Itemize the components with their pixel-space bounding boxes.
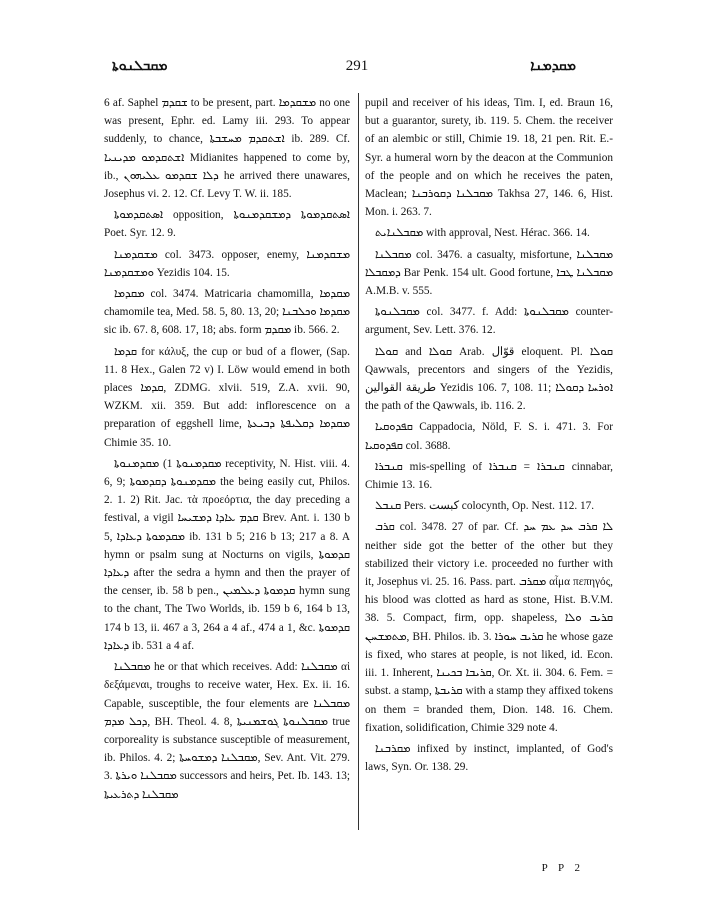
entry-paragraph: ܡܩܒܠܢܐܝܬ with approval, Nest. Hérac. 366. 14. [375,227,590,240]
entry-paragraph: ܐܣܬܩܕܡܘܬܐ opposition, ܐܣܬܩܕܡܘܬܐ ܕܡܫܩܕܡܢܘܬܐ Poet. Syr. 12. 9. [104,209,350,240]
left-column [104,94,350,807]
entry-paragraph: ܩܕܡܐ for κάλυξ, the cup or bud of a flower, (Sap. 11. 8 Hex., Galen 72 v) I. Löw would emend in both places ܩܕܡܐ, ZDMG. xlvii. 519, Z.A. xvii. 90, WZKM. xii. 359. But add: inflorescence on a preparation of eggshell lime, ܡܩܕܡܐ ܕܩܠܝܦܬܐ ܕܒܝܥܬܐ Chimie 35. 10. [104,345,350,449]
entry-paragraph: ܡܩܒܠܢܐ he or that which receives. Add: ܡܩܒܠܢܐ αἱ δεξάμεναι, troughs to receive water, Hex. Ex. ii. 16. Capable, susceptible, the four elements are ܡܩܒܠܢܐ ܕܟܠ ܡܕܡ, BH. Theol. 4. 8, ܡܩܒܠܢܘܬܐ ܓܘܫܡܢܝܬܐ true corporeality is substance susceptible of measurement, ib. Philos. 4. 2; ܡܩܒܠܢܐ ܕܡܫܘܚܬܐ, Sev. Ant. Vit. 279. 3. ܡܩܒܠܢܐ ܘܝܪܬܐ successors and heirs, Pet. Ib. 143. 13; ܡܩܒܠܢܐ ܕܬܪܥܝܬܐ [104,661,351,801]
entry-paragraph: ܡܫܩܕܡܢܐ col. 3473. opposer, enemy, ܡܫܩܕܡܢܐ ܘܡܫܩܕܡܢܐ Yezidis 104. 15. [104,248,350,279]
entry-paragraph: ܡܩܪܒܢܐ infixed by instinct, implanted, of God's laws, Syn. Or. 138. 29. [365,742,613,774]
entry-paragraph: ܡܩܕܡܢܘܬܐ 1) ܡܩܕܡܢܘܬܐ receptivity, N. Hist. viii. 4. 6, 9; ܡܩܕܡܢܘܬܐ ܕܩܕܡܘܬܐ the being easily cut, Philos. 2. 1. 2) Rit. Jac. τὰ προεόρτια, the day preceding a festival, a vigil ܩܕܡ ܥܐܕܐ ܕܡܫܝܚܐ Brev. Ant. i. 130 b 5, ܡܩܕܡܘܬܐ ܕܥܐܕܐ ib. 131 b 5; 216 b 13; 217 a 8. A hymn or psalm sung at Nocturns on vigils, ܩܕܡܘܬܐ ܕܥܐܕܐ after the sedra a hymn and then the prayer of the censer, ib. 58 b pen., ܩܕܡܘܬܐ ܕܥܠܡܝܢ hymn sung to the chant, The Two Worlds, ib. 159 b 6, 164 b 13, 174 b 13, ii. 467 a 3, 264 a 4 af., 474 a 1, &c. ܩܕܡܘܬܐ ܕܥܐܕܐ ib. 531 a 4 af. [104,457,351,652]
signature-mark: P P 2 [541,862,584,874]
entry-paragraph: ܡܩܒܠܢܘܬܐ col. 3477. f. Add: ܡܩܒܠܢܘܬܐ counter-argument, Sev. Lett. 376. 12. [365,306,613,337]
entry-paragraph: pupil and receiver of his ideas, Tim. I, ed. Braun 16, but a guarantor, surety, ib. 119. 5. Chem. the receiver of an alembic or still, Chimie 19. 18, 21 pen. Rit. E.-Syr. a humeral worn by the deacon at the Communion of the people and on which he receives the paten, Maclean; ܡܩܒܠܢܐ ܕܩܘܪܒܢܐ Takhsa 27, 146. 6, Hist. Mon. i. 263. 7. [365,97,613,219]
column-divider [358,93,359,830]
running-head-right: ܡܩܕܡܢܐ [530,58,576,74]
entry-paragraph: ܩܢܒܠ Pers. كبست colocynth, Op. Nest. 112. 17. [375,500,595,513]
entry-paragraph: ܩܘܠܐ and ܩܘܠܐ Arab. قوّال eloquent. Pl. ܩܘܠܐ Qawwals, precentors and singers of the Yezidis, طريقة القوالين Yezidis 106. 7, 108. 11; ܐܘܪܚܐ ܕܩܘܠܐ the path of the Qawwals, ib. 116. 2. [365,345,613,413]
entry-paragraph: ܩܦܕܘܩܝܐ Cappadocia, Nöld, F. S. i. 471. 3. For ܩܦܕܘܩܝܐ col. 3688. [365,421,613,452]
right-column [365,94,613,779]
running-head-left: ܡܩܒܠܢܘܬܐ [112,58,168,74]
entry-paragraph: 6 af. Saphel ܫܩܕܡ to be present, part. ܡܫܩܕܡܐ no one was present, Ephr. ed. Lamy iii. 293. To appear suddenly, to chance, ܐܫܬܩܕܡ ܡܚܫܒܬܐ ib. 289. Cf. ܐܫܬܩܕܡܘ ܡܕܝܢܝܐ Midianites happened to come by, ib., ܕܠܐ ܫܩܕܡܘ ܥܠܝܗܘܢ he arrived there unawares, Josephus vi. 2. 12. Cf. Levy T. W. ii. 185. [104,97,350,201]
entry-paragraph: ܡܩܕܡܐ col. 3474. Matricaria chamomilla, ܡܩܕܡܐ chamomile tea, Med. 58. 5, 80. 13, 20; ܡܩܕܡܐ ܘܟܠܒܢܐ sic ib. 67. 8, 608. 17, 18; abs. form ܡܩܕܡ ib. 566. 2. [104,288,350,337]
entry-paragraph: ܩܢܒܪܐ mis-spelling of ܩܢܒܪܐ = ܩܢܒܪܐ cinnabar, Chimie 13. 16. [365,460,613,492]
page-number: 291 [345,58,369,74]
entry-paragraph: ܩܪܒ col. 3478. 27 of par. Cf. ܠܐ ܩܪܒ ܚܕ ܥܡ ܚܕ neither side got the better of the other but they stabilized their victory i.e. proceeded no further with it, Josephus vi. 25. 16. Pass. part. ܡܩܪܒ αἷμα πεπηγός, his blood was clotted as hard as stone, Hist. B.V.M. 38. 5. Compact, firm, opp. shapeless, ܩܪܝܒ ܘܠܐ ܡܬܡܫܚܢ, BH. Philos. ib. 3. ܩܪܝܒ ܚܘܪܐ he whose gaze is fixed, who stares at people, is not liked, id. Econ. iii. 1. Inherent, ܩܪܝܒܐ ܒܟܝܢܐ, Or. Xt. ii. 304. 6. Fem. = subst. a stamp, ܩܪܝܒܬܐ with a stamp they affixed tokens on them = branded them, Dion. 148. 16. Chem. fixation, solidification, Chimie 329 note 4. [365,521,613,734]
entry-paragraph: ܡܩܒܠܢܐ col. 3476. a casualty, misfortune, ܡܩܒܠܢܐ ܕܡܩܒܠܐ Bar Penk. 154 ult. Good fortune, ܡܩܒܠܢܐ ܛܒܐ A.M.B. v. 555. [365,248,614,298]
